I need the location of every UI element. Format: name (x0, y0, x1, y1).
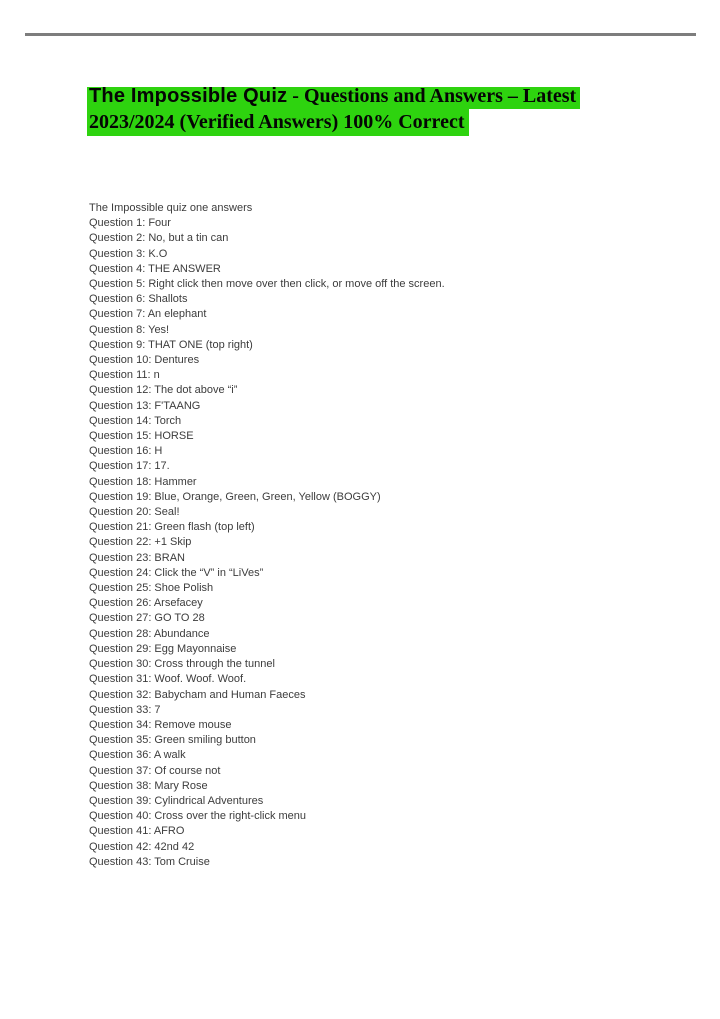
answer-line: Question 1: Four (89, 217, 171, 230)
title-line-2 (87, 111, 647, 134)
answer-line: Question 21: Green flash (top left) (89, 521, 255, 534)
answer-line: Question 28: Abundance (89, 627, 210, 640)
answer-line: Question 11: n (89, 369, 160, 382)
answer-line: Question 8: Yes! (89, 323, 170, 336)
answer-lines (89, 216, 629, 870)
answer-line: Question 27: GO TO 28 (89, 612, 205, 625)
answer-line: Question 33: 7 (89, 703, 161, 716)
answer-line: Question 3: K.O (89, 247, 168, 260)
answer-line: Question 24: Click the “V” in “LiVes” (89, 566, 264, 579)
title-highlight-1 (87, 87, 580, 109)
answer-line: Question 13: F'TAANG (89, 399, 201, 412)
answer-line: Question 34: Remove mouse (89, 718, 232, 731)
answer-line: Question 30: Cross through the tunnel (89, 658, 275, 671)
answer-line: Question 15: HORSE (89, 430, 194, 443)
answer-line: Question 18: Hammer (89, 475, 197, 488)
answer-line: Question 19: Blue, Orange, Green, Green, Yellow (BOGGY) (89, 490, 381, 503)
answer-line: Question 7: An elephant (89, 308, 207, 321)
top-divider (25, 33, 696, 36)
answer-line: Question 43: Tom Cruise (89, 855, 210, 868)
answer-line: Question 20: Seal! (89, 506, 180, 519)
answer-line: Question 31: Woof. Woof. Woof. (89, 673, 247, 686)
answer-line: Question 35: Green smiling button (89, 734, 256, 747)
answer-line: Question 23: BRAN (89, 551, 185, 564)
document-title (87, 85, 647, 137)
answer-line: Question 26: Arsefacey (89, 597, 203, 610)
answer-line: Question 25: Shoe Polish (89, 582, 214, 595)
answers-list (89, 201, 629, 870)
answer-line: Question 16: H (89, 445, 163, 458)
answer-line: Question 2: No, but a tin can (89, 232, 229, 245)
answer-line: Question 40: Cross over the right-click menu (89, 810, 307, 823)
answer-line: Question 12: The dot above “i” (89, 384, 238, 397)
answer-line: Question 5: Right click then move over then click, or move off the screen. (89, 278, 445, 291)
answer-line: Question 36: A walk (89, 749, 186, 762)
answer-line: Question 4: THE ANSWER (89, 262, 221, 275)
answer-line: Question 22: +1 Skip (89, 536, 192, 549)
answer-line: Question 41: AFRO (89, 825, 185, 838)
answer-line: Question 32: Babycham and Human Faeces (89, 688, 306, 701)
title-line-1 (87, 85, 647, 108)
answer-line: Question 14: Torch (89, 414, 182, 427)
answer-line: Question 42: 42nd 42 (89, 840, 195, 853)
answer-line: Question 9: THAT ONE (top right) (89, 338, 253, 351)
answer-line: Question 10: Dentures (89, 354, 200, 367)
answer-line: Question 37: Of course not (89, 764, 221, 777)
answer-line: Question 6: Shallots (89, 293, 188, 306)
answer-line: Question 39: Cylindrical Adventures (89, 794, 264, 807)
title-brand: The Impossible Quiz (89, 85, 288, 107)
answer-line: Question 38: Mary Rose (89, 779, 208, 792)
title-rest-line1: - Questions and Answers – Latest (287, 85, 577, 107)
title-rest-line2: 2023/2024 (Verified Answers) 100% Correct (87, 109, 469, 136)
answer-line: Question 29: Egg Mayonnaise (89, 642, 237, 655)
answer-line: Question 17: 17. (89, 460, 170, 473)
list-intro: The Impossible quiz one answers (89, 202, 253, 214)
